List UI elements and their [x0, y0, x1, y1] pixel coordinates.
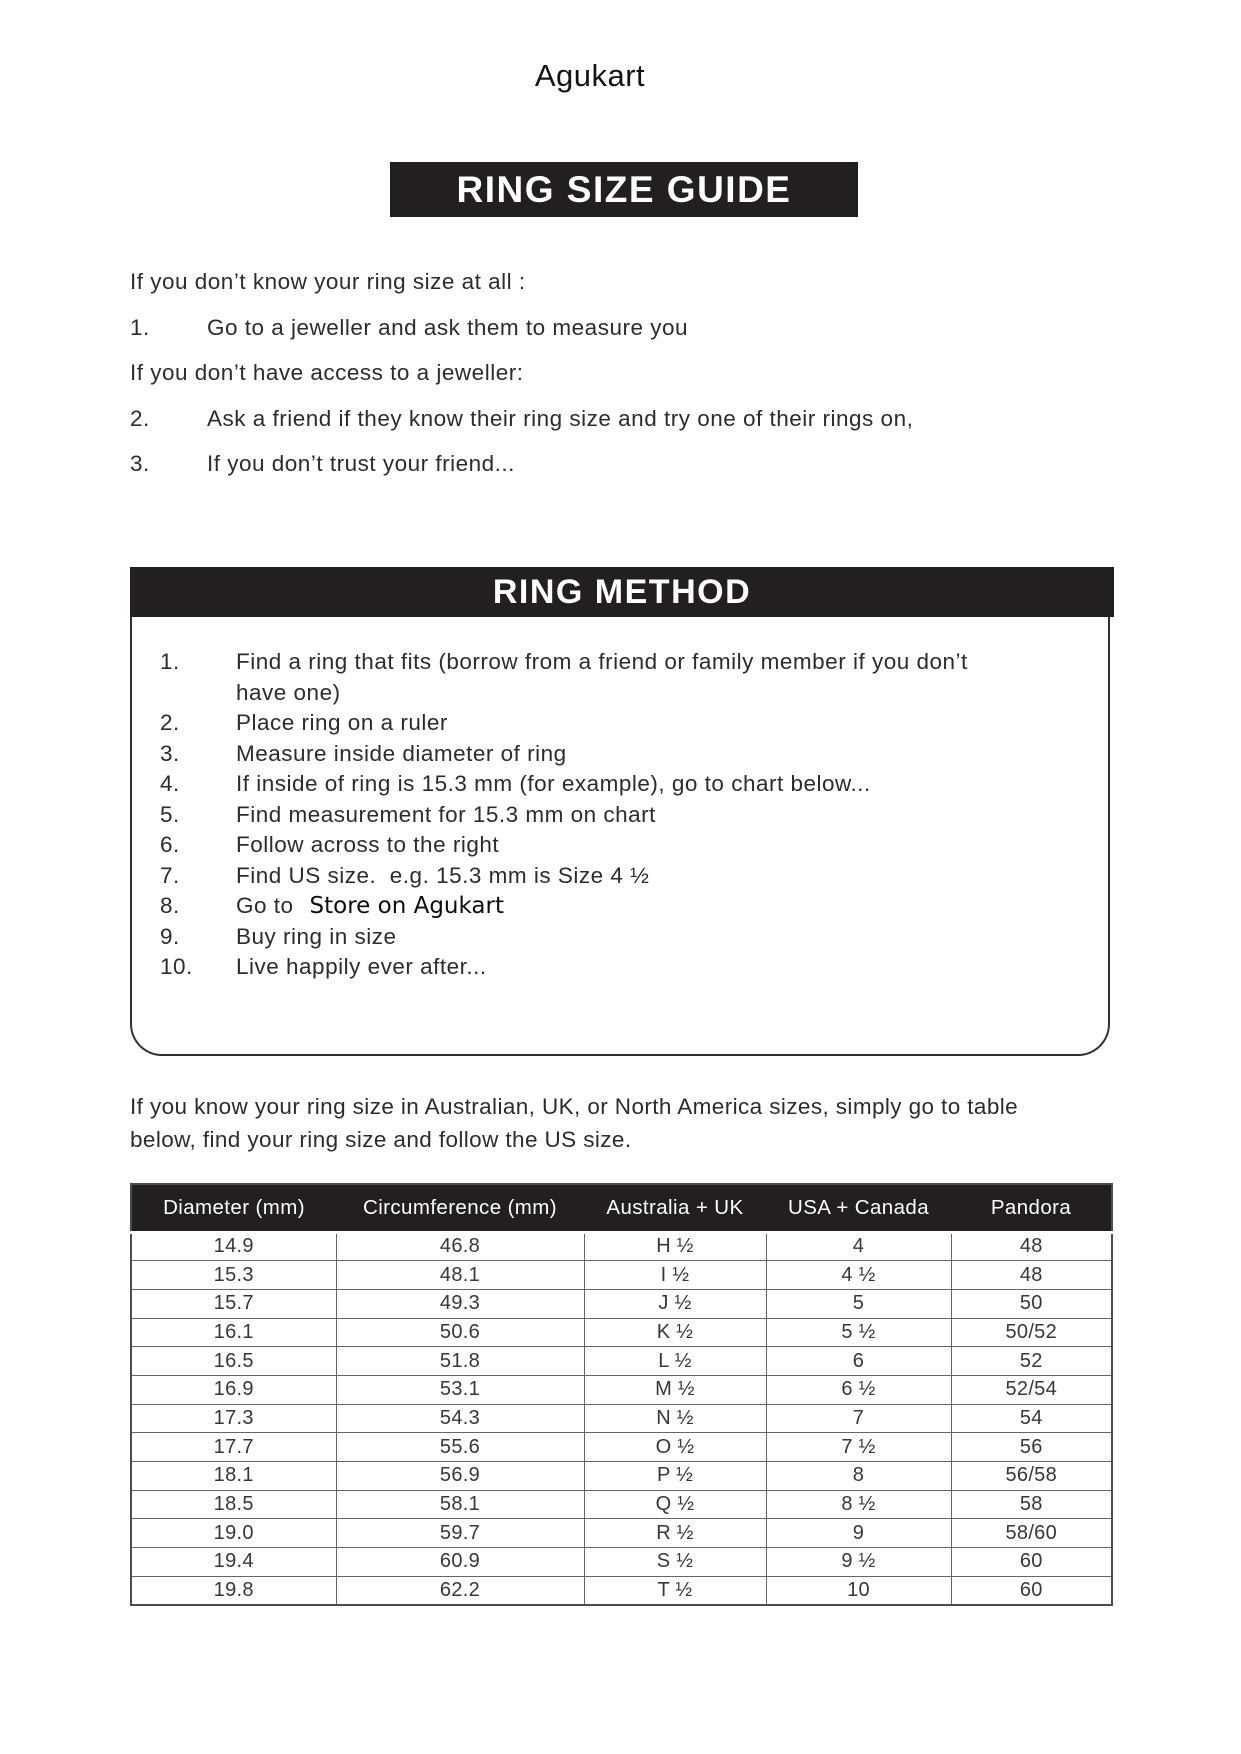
- table-cell: 50.6: [336, 1318, 584, 1347]
- table-cell: N ½: [584, 1404, 766, 1433]
- table-cell: 18.5: [131, 1490, 336, 1519]
- method-step-number: 7.: [160, 862, 180, 888]
- table-cell: 56: [951, 1433, 1112, 1462]
- method-step: [160, 647, 996, 708]
- table-row: [131, 1318, 1112, 1347]
- table-cell: 18.1: [131, 1462, 336, 1491]
- method-step-text: Measure inside diameter of ring: [236, 740, 567, 766]
- method-step: [160, 891, 996, 922]
- table-cell: 52/54: [951, 1375, 1112, 1404]
- table-cell: M ½: [584, 1375, 766, 1404]
- intro-line-number: 3.: [130, 451, 150, 477]
- table-row: [131, 1347, 1112, 1376]
- ring-size-table: [130, 1183, 1113, 1606]
- table-cell: L ½: [584, 1347, 766, 1376]
- intro-line-text: If you don’t know your ring size at all :: [130, 269, 526, 294]
- table-cell: 7: [766, 1404, 951, 1433]
- method-step-text: Live happily ever after...: [236, 954, 487, 979]
- table-row: [131, 1576, 1112, 1605]
- intro-line-text: If you don’t trust your friend...: [207, 451, 515, 477]
- intro-numbered-line: [130, 405, 1150, 433]
- intro-list: [130, 268, 1150, 478]
- method-step-number: 9.: [160, 923, 180, 949]
- method-step-text: Find US size. e.g. 15.3 mm is Size 4 ½: [236, 862, 650, 888]
- table-cell: H ½: [584, 1232, 766, 1261]
- table-cell: 6: [766, 1347, 951, 1376]
- method-step: [160, 739, 996, 770]
- method-step-text: Place ring on a ruler: [236, 710, 448, 735]
- intro-line-text: Ask a friend if they know their ring size and try one of their rings on,: [207, 405, 914, 431]
- table-cell: 46.8: [336, 1232, 584, 1261]
- method-step: [160, 922, 996, 953]
- table-cell: K ½: [584, 1318, 766, 1347]
- method-step-text: Follow across to the right: [236, 832, 500, 857]
- table-cell: 8 ½: [766, 1490, 951, 1519]
- method-step: [160, 769, 996, 800]
- table-cell: 15.7: [131, 1289, 336, 1318]
- intro-text-line: [130, 359, 1150, 387]
- table-cell: 15.3: [131, 1261, 336, 1290]
- table-cell: 60: [951, 1548, 1112, 1577]
- table-cell: 16.9: [131, 1375, 336, 1404]
- table-cell: 62.2: [336, 1576, 584, 1605]
- table-cell: 53.1: [336, 1375, 584, 1404]
- method-step-number: 10.: [160, 954, 193, 979]
- table-cell: 9 ½: [766, 1548, 951, 1577]
- method-step-number: 5.: [160, 801, 180, 827]
- method-step-number: 3.: [160, 740, 180, 766]
- method-step: [160, 830, 996, 861]
- table-cell: 17.3: [131, 1404, 336, 1433]
- table-row: [131, 1548, 1112, 1577]
- table-header-cell: Pandora: [951, 1184, 1112, 1232]
- method-step-number: 4.: [160, 771, 180, 796]
- method-step-number: 1.: [160, 649, 180, 674]
- table-cell: 4 ½: [766, 1261, 951, 1290]
- method-step-number: 6.: [160, 832, 180, 857]
- method-step-text: If inside of ring is 15.3 mm (for example), go to chart below...: [236, 771, 871, 796]
- method-step-number: 2.: [160, 710, 180, 735]
- table-cell: 16.1: [131, 1318, 336, 1347]
- table-cell: T ½: [584, 1576, 766, 1605]
- intro-text-line: [130, 268, 1150, 296]
- table-cell: 5: [766, 1289, 951, 1318]
- table-cell: 19.8: [131, 1576, 336, 1605]
- table-cell: S ½: [584, 1548, 766, 1577]
- table-row: [131, 1519, 1112, 1548]
- table-cell: 48.1: [336, 1261, 584, 1290]
- method-steps-list: [160, 647, 996, 983]
- table-cell: 58: [951, 1490, 1112, 1519]
- table-cell: 58/60: [951, 1519, 1112, 1548]
- table-cell: 19.0: [131, 1519, 336, 1548]
- method-step-text: Find a ring that fits (borrow from a friend or family member if you don’t have one): [236, 649, 975, 705]
- method-step: [160, 952, 996, 983]
- table-cell: Q ½: [584, 1490, 766, 1519]
- table-cell: 49.3: [336, 1289, 584, 1318]
- ring-method-banner-label: RING METHOD: [492, 572, 752, 611]
- table-cell: 6 ½: [766, 1375, 951, 1404]
- table-cell: J ½: [584, 1289, 766, 1318]
- table-cell: 17.7: [131, 1433, 336, 1462]
- table-cell: 52: [951, 1347, 1112, 1376]
- ring-method-box: [130, 567, 1110, 1056]
- ring-size-guide-banner-label: RING SIZE GUIDE: [456, 168, 792, 210]
- table-cell: 14.9: [131, 1232, 336, 1261]
- ring-size-guide-banner: [390, 162, 858, 217]
- table-header-cell: Circumference (mm): [336, 1184, 584, 1232]
- table-header-cell: USA + Canada: [766, 1184, 951, 1232]
- table-row: [131, 1232, 1112, 1261]
- table-row: [131, 1261, 1112, 1290]
- brand-title: Agukart: [534, 58, 646, 93]
- table-row: [131, 1375, 1112, 1404]
- table-cell: 5 ½: [766, 1318, 951, 1347]
- table-row: [131, 1289, 1112, 1318]
- table-cell: 50: [951, 1289, 1112, 1318]
- intro-numbered-line: [130, 450, 1150, 478]
- table-row: [131, 1433, 1112, 1462]
- intro-line-number: 1.: [130, 314, 150, 340]
- table-cell: 54.3: [336, 1404, 584, 1433]
- table-cell: 51.8: [336, 1347, 584, 1376]
- method-step-number: 8.: [160, 893, 180, 918]
- table-row: [131, 1490, 1112, 1519]
- table-header-cell: Diameter (mm): [131, 1184, 336, 1232]
- table-cell: 50/52: [951, 1318, 1112, 1347]
- method-step-text: Find measurement for 15.3 mm on chart: [236, 801, 656, 827]
- table-cell: 56/58: [951, 1462, 1112, 1491]
- size-note: If you know your ring size in Australian, UK, or North America sizes, simply go to table below, find your ring size and follow the US size.: [130, 1094, 1019, 1152]
- table-cell: I ½: [584, 1261, 766, 1290]
- table-cell: 48: [951, 1232, 1112, 1261]
- table-row: [131, 1462, 1112, 1491]
- method-step-text: Go to Store on Agukart: [236, 893, 504, 919]
- table-body: [131, 1232, 1112, 1605]
- method-step-text: Buy ring in size: [236, 923, 397, 949]
- table-cell: 59.7: [336, 1519, 584, 1548]
- table-cell: 16.5: [131, 1347, 336, 1376]
- intro-line-number: 2.: [130, 405, 150, 431]
- method-step: [160, 708, 996, 739]
- table-cell: 60.9: [336, 1548, 584, 1577]
- method-step: [160, 861, 996, 892]
- table-cell: 56.9: [336, 1462, 584, 1491]
- table-cell: P ½: [584, 1462, 766, 1491]
- intro-numbered-line: [130, 314, 1150, 342]
- table-cell: 7 ½: [766, 1433, 951, 1462]
- intro-line-text: Go to a jeweller and ask them to measure you: [207, 314, 688, 340]
- table-cell: 19.4: [131, 1548, 336, 1577]
- table-cell: 58.1: [336, 1490, 584, 1519]
- method-step: [160, 800, 996, 831]
- table-cell: 9: [766, 1519, 951, 1548]
- table-cell: 8: [766, 1462, 951, 1491]
- table-cell: 54: [951, 1404, 1112, 1433]
- table-cell: 55.6: [336, 1433, 584, 1462]
- table-cell: 10: [766, 1576, 951, 1605]
- ring-method-banner: [130, 567, 1114, 617]
- table-cell: O ½: [584, 1433, 766, 1462]
- table-cell: 48: [951, 1261, 1112, 1290]
- table-cell: 4: [766, 1232, 951, 1261]
- table-row: [131, 1404, 1112, 1433]
- table-header-cell: Australia + UK: [584, 1184, 766, 1232]
- intro-line-text: If you don’t have access to a jeweller:: [130, 360, 524, 386]
- table-cell: R ½: [584, 1519, 766, 1548]
- table-cell: 60: [951, 1576, 1112, 1605]
- table-header-row: [131, 1184, 1112, 1232]
- store-link-text: Store on Agukart: [309, 893, 504, 919]
